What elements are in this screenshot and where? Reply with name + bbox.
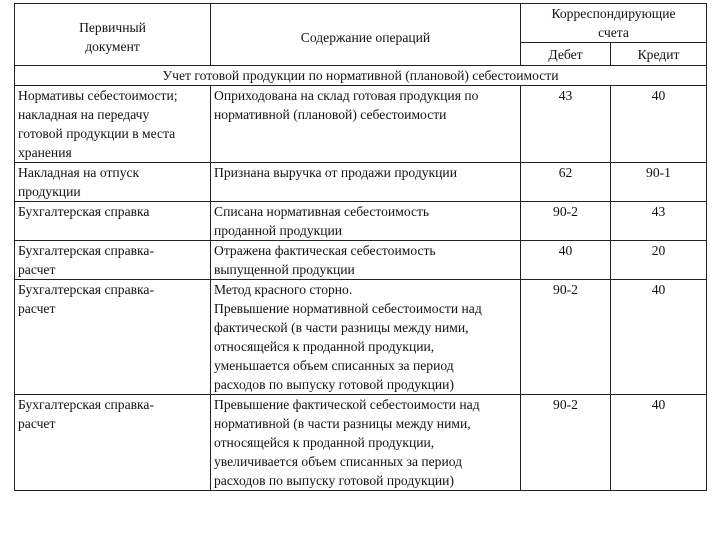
row-operation: Списана нормативная себестоимость проданной продукции: [211, 202, 521, 241]
table-row: [15, 86, 707, 163]
header-operations: Содержание операций: [211, 4, 521, 66]
row-document: Бухгалтерская справка- расчет: [15, 241, 211, 280]
header-corresponding-accounts: Корреспондирующие счета: [521, 4, 707, 43]
row-credit: 40: [611, 395, 707, 491]
row-debit: 90-2: [521, 202, 611, 241]
row-document: Накладная на отпуск продукции: [15, 163, 211, 202]
header-primary-document: Первичный документ: [15, 4, 211, 66]
row-debit: 62: [521, 163, 611, 202]
row-credit: 40: [611, 280, 707, 395]
row-credit: 90-1: [611, 163, 707, 202]
row-document: Бухгалтерская справка- расчет: [15, 280, 211, 395]
header-credit: Кредит: [611, 43, 707, 66]
document-page: [14, 3, 706, 491]
row-debit: 40: [521, 241, 611, 280]
accounting-table: [14, 3, 707, 491]
section-title: Учет готовой продукции по нормативной (плановой) себестоимости: [15, 66, 707, 86]
header-debit: Дебет: [521, 43, 611, 66]
row-operation: Признана выручка от продажи продукции: [211, 163, 521, 202]
table-row: [15, 163, 707, 202]
row-document: Бухгалтерская справка: [15, 202, 211, 241]
row-debit: 90-2: [521, 280, 611, 395]
row-operation: Отражена фактическая себестоимость выпущенной продукции: [211, 241, 521, 280]
row-credit: 43: [611, 202, 707, 241]
table-header-row: [15, 4, 707, 43]
row-credit: 40: [611, 86, 707, 163]
row-document: Нормативы себестоимости; накладная на передачу готовой продукции в места хранения: [15, 86, 211, 163]
table-row: [15, 395, 707, 491]
table-row: [15, 280, 707, 395]
row-credit: 20: [611, 241, 707, 280]
row-document: Бухгалтерская справка- расчет: [15, 395, 211, 491]
table-row: [15, 202, 707, 241]
row-operation: Метод красного сторно. Превышение нормативной себестоимости над фактической (в части разницы между ними, относящейся к проданной продукции, уменьшается объем списанных за период расходов по выпуску готовой продукции): [211, 280, 521, 395]
row-operation: Оприходована на склад готовая продукция по нормативной (плановой) себестоимости: [211, 86, 521, 163]
section-row: [15, 66, 707, 86]
row-operation: Превышение фактической себестоимости над нормативной (в части разницы между ними, относящейся к проданной продукции, увеличивается объем списанных за период расходов по выпуску готовой продукции): [211, 395, 521, 491]
row-debit: 90-2: [521, 395, 611, 491]
row-debit: 43: [521, 86, 611, 163]
table-row: [15, 241, 707, 280]
